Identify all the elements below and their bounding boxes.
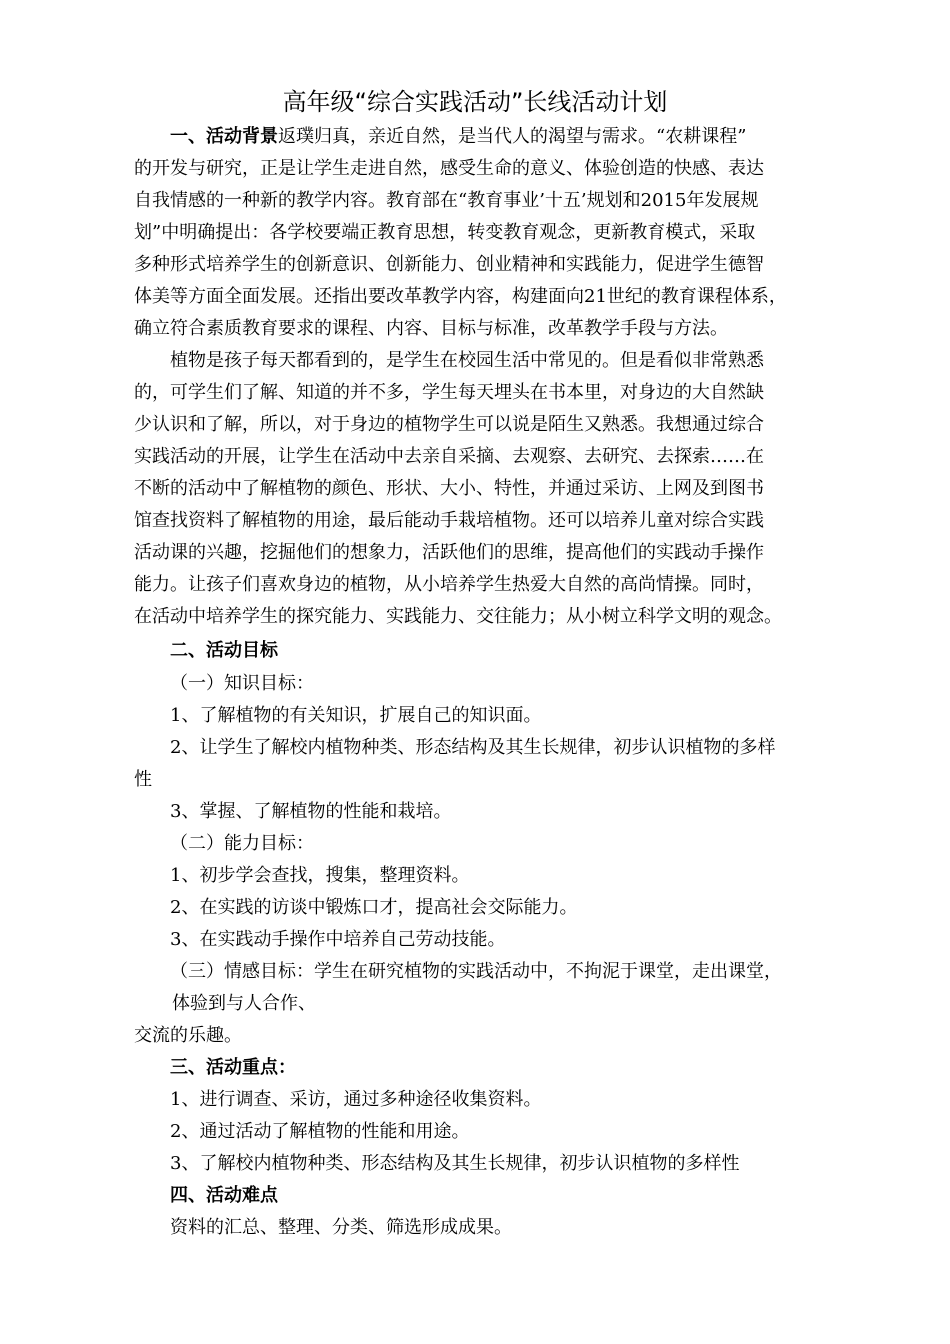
ability-goals-heading: （二）能力目标： [170, 833, 314, 854]
paragraph-line: 自我情感的一种新的教学内容。教育部在“教育事业’十五’规划和2015年发展规 [134, 190, 759, 211]
paragraph-line: 不断的活动中了解植物的颜色、形状、大小、特性，并通过采访、上网及到图书 [134, 478, 764, 499]
paragraph-line: 馆查找资料了解植物的用途，最后能动手栽培植物。还可以培养儿童对综合实践 [134, 510, 764, 531]
list-item: 2、在实践的访谈中锻炼口才，提高社会交际能力。 [170, 897, 578, 918]
emotion-goals-line: 交流的乐趣。 [134, 1025, 242, 1046]
section1-first-line [170, 125, 746, 149]
paragraph-line: 实践活动的开展，让学生在活动中去亲自采摘、去观察、去研究、去探索……在 [134, 446, 764, 467]
emotion-goals-line: （三）情感目标：学生在研究植物的实践活动中，不拘泥于课堂，走出课堂， [170, 961, 782, 982]
list-item: 3、在实践动手操作中培养自己劳动技能。 [170, 929, 506, 950]
paragraph-line: 确立符合素质教育要求的课程、内容、目标与标准，改革教学手段与方法。 [134, 318, 728, 339]
paragraph-line: 活动课的兴趣，挖掘他们的想象力，活跃他们的思维，提高他们的实践动手操作 [134, 542, 764, 563]
list-item: 2、通过活动了解植物的性能和用途。 [170, 1121, 470, 1142]
paragraph-line: 的，可学生们了解、知道的并不多，学生每天埋头在书本里，对身边的大自然缺 [134, 382, 764, 403]
paragraph-line: 植物是孩子每天都看到的，是学生在校园生活中常见的。但是看似非常熟悉 [170, 350, 764, 371]
list-item: 1、进行调查、采访，通过多种途径收集资料。 [170, 1089, 542, 1110]
paragraph-line: 体美等方面全面发展。还指出要改革教学内容，构建面向21世纪的教育课程体系， [134, 286, 787, 307]
list-item: 3、掌握、了解植物的性能和栽培。 [170, 801, 452, 822]
list-item: 2、让学生了解校内植物种类、形态结构及其生长规律，初步认识植物的多样 [170, 737, 776, 758]
section1-heading: 一、活动背景 [170, 126, 278, 147]
section4-heading: 四、活动难点 [170, 1185, 278, 1206]
paragraph-line: 在活动中培养学生的探究能力、实践能力、交往能力；从小树立科学文明的观念。 [134, 606, 782, 627]
section4-text: 资料的汇总、整理、分类、筛选形成成果。 [170, 1217, 512, 1238]
knowledge-goals-heading: （一）知识目标： [170, 673, 314, 694]
list-item: 1、了解植物的有关知识，扩展自己的知识面。 [170, 705, 542, 726]
section1-lead-text: 返璞归真，亲近自然，是当代人的渴望与需求。“农耕课程” [278, 126, 747, 147]
emotion-goals-line: 体验到与人合作、 [172, 993, 316, 1014]
section2-heading: 二、活动目标 [170, 640, 278, 661]
paragraph-line: 划”中明确提出：各学校要端正教育思想，转变教育观念，更新教育模式，采取 [134, 222, 756, 243]
paragraph-line: 少认识和了解，所以，对于身边的植物学生可以说是陌生又熟悉。我想通过综合 [134, 414, 764, 435]
section3-heading: 三、活动重点： [170, 1057, 296, 1078]
list-item: 1、初步学会查找，搜集，整理资料。 [170, 865, 470, 886]
paragraph-line: 多种形式培养学生的创新意识、创新能力、创业精神和实践能力，促进学生德智 [134, 254, 764, 275]
document-title: 高年级“综合实践活动”长线活动计划 [282, 88, 668, 116]
list-item-continuation: 性 [134, 769, 152, 790]
list-item: 3、了解校内植物种类、形态结构及其生长规律，初步认识植物的多样性 [170, 1153, 740, 1174]
paragraph-line: 的开发与研究，正是让学生走进自然，感受生命的意义、体验创造的快感、表达 [134, 158, 764, 179]
paragraph-line: 能力。让孩子们喜欢身边的植物，从小培养学生热爱大自然的高尚情操。同时， [134, 574, 764, 595]
